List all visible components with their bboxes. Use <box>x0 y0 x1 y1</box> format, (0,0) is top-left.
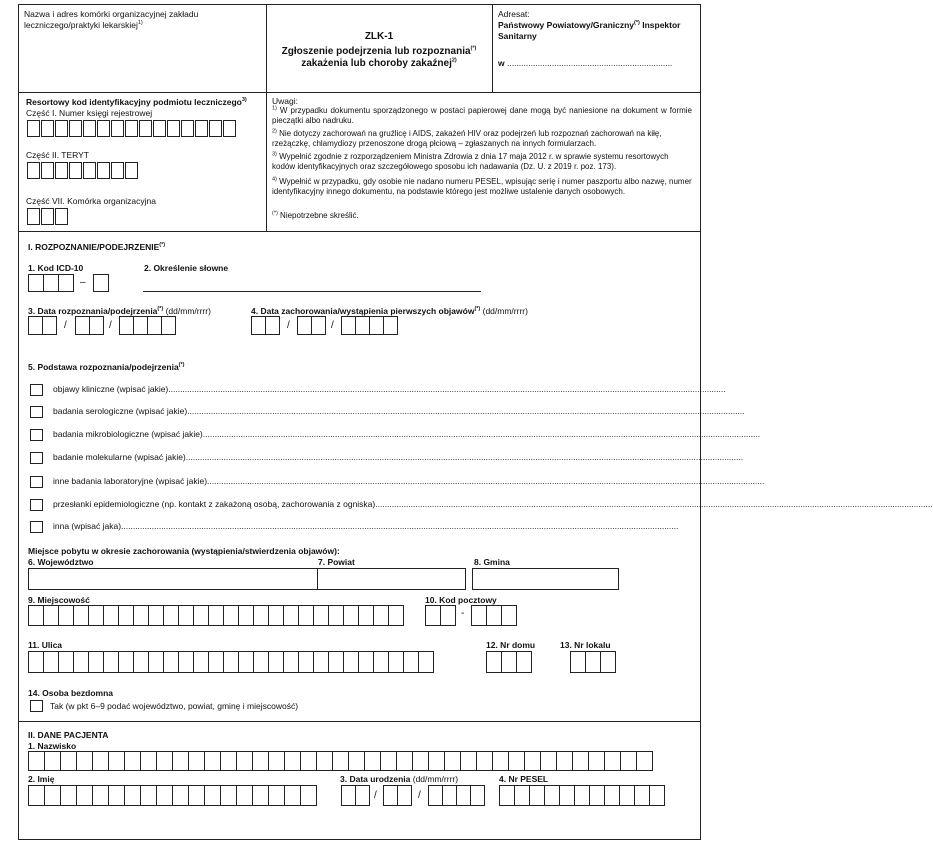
flat-number-boxes[interactable] <box>570 651 615 673</box>
street-label: 11. Ulica <box>28 640 63 650</box>
date-diag-sep-2: / <box>109 320 112 331</box>
addressee-name: Państwowy Powiatowy/Graniczny(*) Inspektor Sanitarny <box>498 20 681 41</box>
addressee-city[interactable]: w ...................................................................... <box>498 58 673 68</box>
date-diag-sep-1: / <box>64 320 67 331</box>
flat-number-label: 13. Nr lokalu <box>560 640 611 650</box>
date-onset-year[interactable] <box>341 316 397 335</box>
first-name-label: 2. Imię <box>28 774 55 784</box>
icd-code-boxes[interactable] <box>28 274 73 292</box>
registry-title: Resortowy kod identyfikacyjny podmiotu leczniczego$^{3)}$ <box>26 97 247 107</box>
date-onset-sep-1: / <box>287 320 290 331</box>
registry-part2-label: Część II. TERYT <box>26 150 89 160</box>
form-code: ZLK-1 <box>364 31 394 42</box>
first-name-boxes[interactable] <box>28 785 316 806</box>
registry-part1-boxes[interactable] <box>27 120 237 137</box>
town-label: 9. Miejscowość <box>28 595 90 605</box>
institution-label: Nazwa i adres komórki organizacyjnej zakładu leczniczego/praktyki lekarskiej$^{1)}$ <box>24 9 199 30</box>
homeless-option: Tak (w pkt 6–9 podać województwo, powiat, gminę i miejscowość) <box>50 701 299 711</box>
town-boxes[interactable] <box>28 605 403 626</box>
house-number-label: 12. Nr domu <box>486 640 536 650</box>
pesel-boxes[interactable] <box>499 785 664 806</box>
note-1: $^{1)}$ W przypadku dokumentu sporządzonego w postaci papierowej dane mogą być naniesione na dokument w formie pieczątki albo nadruku. <box>272 105 692 126</box>
date-onset-month[interactable] <box>297 316 325 335</box>
stay-label: Miejsce pobytu w okresie zachorowania (wystąpienia/stwierdzenia objawów): <box>28 546 340 556</box>
date-diag-label: 3. Data rozpoznania/podejrzenia(*) (dd/mm/rrrr) <box>28 306 211 316</box>
county-label: 7. Powiat <box>318 557 355 567</box>
basis-item-epidemiological[interactable]: przesłanki epidemiologiczne (np. kontakt z zakażoną osobą, zachorowania z ogniska)............................................................................................................................................................................................................................................ <box>53 499 933 509</box>
basis-item-molecular[interactable]: badanie molekularne (wpisać jakie)............................................................................................................................................................................................................................................ <box>53 452 744 462</box>
date-diag-year[interactable] <box>119 316 175 335</box>
notes-title: Uwagi: <box>272 96 298 106</box>
basis-checkbox-other-lab[interactable] <box>30 476 43 488</box>
note-2: $^{2)}$ Nie dotyczy zachorowań na gruźlicę i AIDS, zakażeń HIV oraz podejrzeń lub rozpoznań zachorowań na kiłę, rzeżączkę, chlamydiozy przenoszone drogą płciową – zgłaszanych na innych formularzach. <box>272 128 662 149</box>
dob-label: 3. Data urodzenia (dd/mm/rrrr) <box>340 774 459 784</box>
basis-checkbox-molecular[interactable] <box>30 452 43 464</box>
addressee-label: Adresat: <box>498 9 530 19</box>
voivodeship-input[interactable] <box>28 568 318 590</box>
commune-input[interactable] <box>472 568 619 590</box>
zip-label: 10. Kod pocztowy <box>425 595 497 605</box>
dob-month[interactable] <box>383 785 411 806</box>
date-onset-day[interactable] <box>251 316 279 335</box>
desc-input-line[interactable] <box>143 291 481 292</box>
basis-item-serological[interactable]: badania serologiczne (wpisać jakie)............................................................................................................................................................................................................................................ <box>53 406 745 416</box>
form-title: Zgłoszenie podejrzenia lub rozpoznania(*) zakażenia lub choroby zakaźnej$^{2)}$ <box>281 45 477 69</box>
basis-label: 5. Podstawa rozpoznania/podejrzenia(*) <box>28 362 185 372</box>
dob-year[interactable] <box>428 785 484 806</box>
house-number-boxes[interactable] <box>486 651 531 673</box>
icd-subcode-box[interactable] <box>93 274 110 292</box>
registry-part7-label: Część VII. Komórka organizacyjna <box>26 196 156 206</box>
registry-part7-boxes[interactable] <box>27 208 69 225</box>
icd-label: 1. Kod ICD-10 <box>28 263 84 273</box>
basis-item-clinical[interactable]: objawy kliniczne (wpisać jakie)............................................................................................................................................................................................................................................ <box>53 384 726 394</box>
basis-checkbox-epidemiological[interactable] <box>30 499 43 511</box>
surname-boxes[interactable] <box>28 751 652 771</box>
basis-checkbox-microbiological[interactable] <box>30 429 43 441</box>
homeless-checkbox[interactable] <box>30 700 43 712</box>
desc-label: 2. Określenie słowne <box>144 263 229 273</box>
dob-sep-1: / <box>374 790 377 801</box>
surname-label: 1. Nazwisko <box>28 741 77 751</box>
basis-checkbox-serological[interactable] <box>30 406 43 418</box>
basis-item-other-lab[interactable]: inne badania laboratoryjne (wpisać jakie)............................................................................................................................................................................................................................................ <box>53 476 765 486</box>
header-divider-2 <box>492 4 493 92</box>
section1-title: I. ROZPOZNANIE/PODEJRZENIE(*) <box>28 242 166 252</box>
note-5: (*) Niepotrzebne skreślić. <box>272 210 359 220</box>
basis-item-microbiological[interactable]: badania mikrobiologiczne (wpisać jakie)............................................................................................................................................................................................................................................ <box>53 429 761 439</box>
section2-top-line <box>18 721 701 722</box>
note-3: $^{3)}$ Wypełnić zgodnie z rozporządzeniem Ministra Zdrowia z dnia 17 maja 2012 r. w sprawie systemu resortowych kodów identyfikacyjnych oraz szczegółowego sposobu ich nadawania (Dz. U. z 2019 r. poz. 173). <box>272 151 669 172</box>
section2-title: II. DANE PACJENTA <box>28 730 109 740</box>
icd-dash: – <box>80 277 86 288</box>
section1-top-line <box>18 231 701 232</box>
basis-checkbox-other[interactable] <box>30 521 43 533</box>
county-input[interactable] <box>317 568 466 590</box>
date-diag-day[interactable] <box>28 316 56 335</box>
registry-part1-label: Część I. Numer księgi rejestrowej <box>26 108 153 118</box>
note-4: $^{4)}$ Wypełnić w przypadku, gdy osobie nie nadano numeru PESEL, wpisując serię i numer paszportu albo nazwę, numer identyfikacyjny innego dokumentu, na podstawie którego jest możliwe ustalenie danych osobowych. <box>272 176 692 197</box>
dob-sep-2: / <box>418 790 421 801</box>
zip-boxes-1[interactable] <box>425 605 455 626</box>
voivodeship-label: 6. Województwo <box>28 557 94 567</box>
zip-dash: - <box>461 608 465 619</box>
basis-item-other[interactable]: inna (wpisać jaka)............................................................................................................................................................................................................................................ <box>53 521 679 531</box>
basis-checkbox-clinical[interactable] <box>30 384 43 396</box>
street-boxes[interactable] <box>28 651 433 673</box>
pesel-label: 4. Nr PESEL <box>499 774 549 784</box>
homeless-label: 14. Osoba bezdomna <box>28 688 114 698</box>
header-bottom-line <box>18 92 701 93</box>
zip-boxes-2[interactable] <box>471 605 516 626</box>
commune-label: 8. Gmina <box>474 557 510 567</box>
date-diag-month[interactable] <box>75 316 103 335</box>
date-onset-label: 4. Data zachorowania/wystąpienia pierwszych objawów(*) (dd/mm/rrrr) <box>251 306 528 316</box>
date-onset-sep-2: / <box>331 320 334 331</box>
dob-day[interactable] <box>341 785 369 806</box>
registry-part2-boxes[interactable] <box>27 162 139 179</box>
